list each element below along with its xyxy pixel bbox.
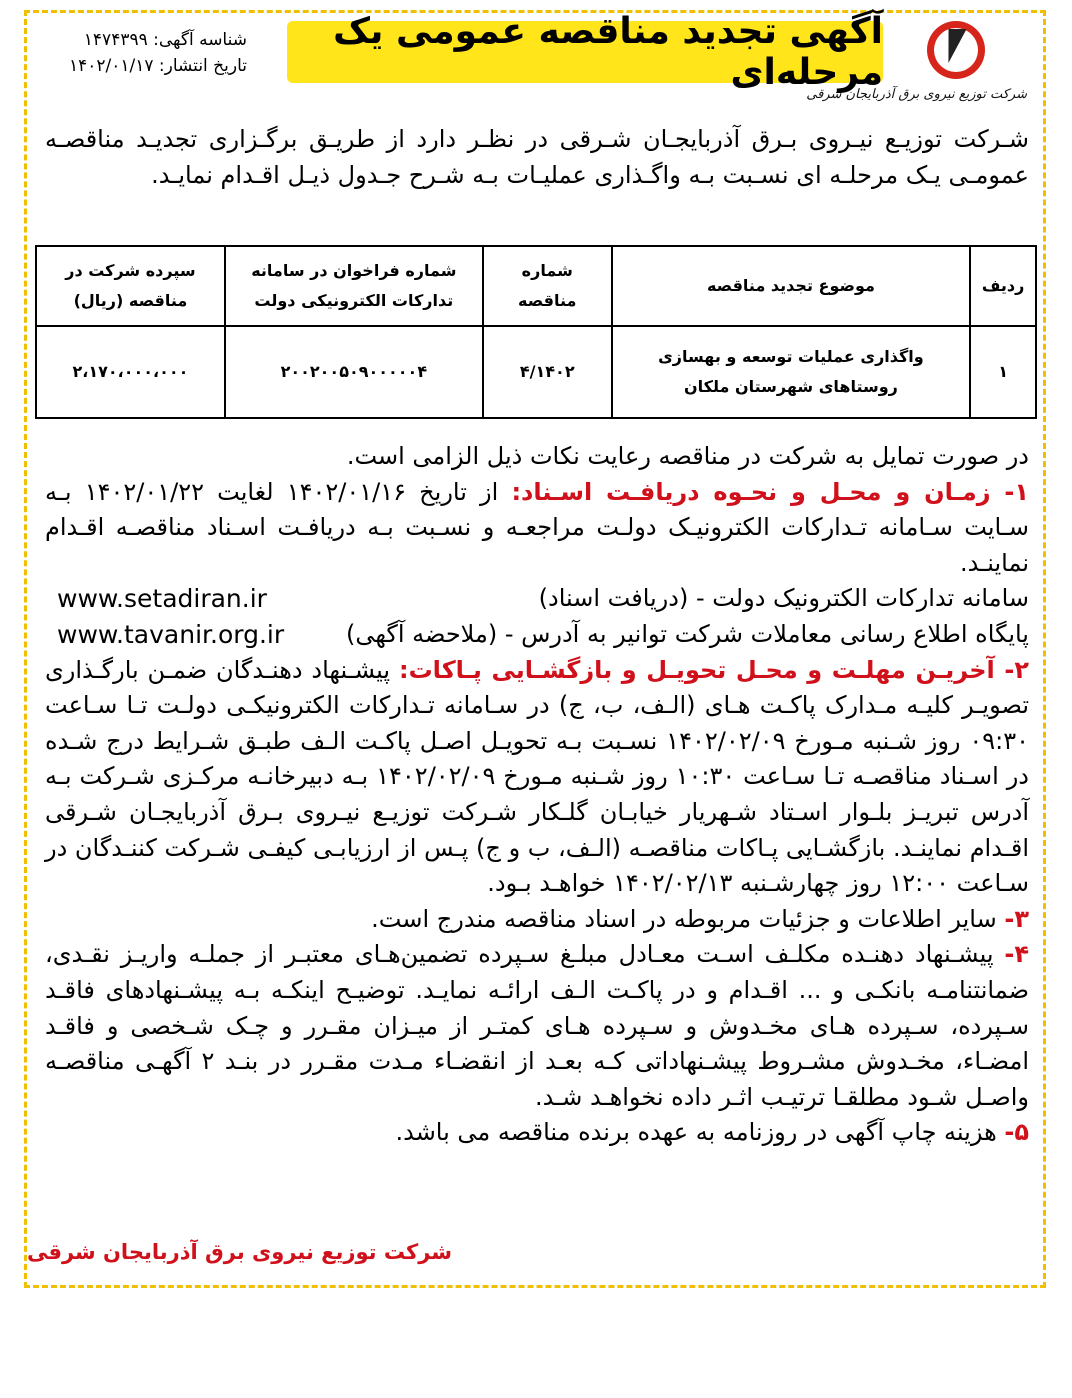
site-1-label: سامانه تدارکات الکترونیک دولت - (دریافت اسناد) [538,584,1029,613]
signature: شرکت توزیع نیروی برق آذربایجان شرقی [26,1240,452,1264]
cell-deposit: ۲،۱۷۰،۰۰۰،۰۰۰ [36,326,225,418]
header-deposit: سپرده شرکت در مناقصه (ریال) [36,246,225,326]
section-2-text: پیشـنهاد دهنـدگان ضمـن بارگـذاری تصویـر کلیـه مـدارک پاکـت هـای (الـف، ب، ج) در سـامانه تـدارکات الکترونیکـی دولـت تـا سـاعت ۰۹:۳۰ روز شـنبه مـورخ ۱۴۰۲/۰۲/۰۹ نسـبت بـه تحویـل اصـل پاکـت الـف طبـق شـرایط درج شـده در اسـناد مناقصـه تـا سـاعت ۱۰:۳۰ روز شـنبه مـورخ ۱۴۰۲/۰۲/۰۹ بـه دبیرخانـه مرکـزی شـرکت بـه آدرس تبریـز بلـوار اسـتاد شـهریار خیابـان گلـکار شـرکت توزیـع نیـروی بـرق آذربایجـان شـرقی اقـدام نماینـد. بازگشـایی پـاکات مناقصـه (الـف، ب و ج) پـس از ارزیابـی کیفـی شـرکت کننـدگان در سـاعت ۱۲:۰۰ روز چهارشـنبه ۱۴۰۲/۰۲/۱۳ خواهـد بـود. [45,655,1029,898]
section-1-heading: ۱- زمـان و محـل و نحـوه دریافـت اسـناد: [511,477,1030,506]
site-2-url[interactable]: www.tavanir.org.ir [57,619,285,649]
cell-call-number: ۲۰۰۲۰۰۵۰۹۰۰۰۰۰۴ [225,326,483,418]
section-5-text: هزینه چاپ آگهی در روزنامه به عهده برنده مناقصه می باشد. [395,1118,997,1147]
table-header-row [36,246,1036,326]
page-title: آگهی تجدید مناقصه عمومی یک مرحله‌ای [287,21,883,83]
company-logo [806,21,1027,125]
section-3-text: سایر اطلاعات و جزئیات مربوطه در اسناد مناقصه مندرج است. [371,904,997,933]
logo-company-name: شرکت توزیع نیروی برق آذربایجان شرقی [806,87,1027,102]
section-3-number: ۳- [1004,904,1029,933]
section-5 [45,1115,1029,1151]
header-subject: موضوع تجدید مناقصه [612,246,971,326]
section-2 [45,653,1029,902]
terms-intro: در صورت تمایل به شرکت در مناقصه رعایت نکات ذیل الزامی است. [346,442,1029,470]
cell-tender-number: ۴/۱۴۰۲ [483,326,612,418]
site-2-label: پایگاه اطلاع رسانی معاملات شرکت توانیر به آدرس - (ملاحضه آگهی) [345,619,1029,648]
section-2-heading: ۲- آخریـن مهلـت و محـل تحویـل و بازگشـایی پـاکات: [398,655,1029,684]
section-1-text: از تاریخ ۱۴۰۲/۰۱/۱۶ لغایت ۱۴۰۲/۰۱/۲۲ بـه سـایت سـامانه تـدارکات الکترونیـک دولـت مراجعـه و نسـبت بـه دریافـت اسـناد مناقصـه اقـدام نماینـد. [45,477,1029,577]
cell-subject: واگذاری عملیات توسعه و بهسازی روستاهای شهرستان ملکان [612,326,971,418]
section-5-number: ۵- [1004,1118,1029,1147]
power-company-logo-icon [927,21,985,79]
header-tender-number: شماره مناقصه [483,246,612,326]
cell-row-number: ۱ [970,326,1036,418]
table-row [36,326,1036,418]
terms-section [45,439,1029,1151]
tender-advertisement [24,10,1046,1288]
section-4-text: پیشـنهاد دهنـده مکلـف اسـت معـادل مبلـغ سـپرده تضمین‌هـای معتبـر از جملـه واریـز نقـدی، ضمانتنامـه بانکـی و ... اقـدام و در پاکـت الـف ارائـه نمایـد. توضیـح اینکـه بـه پیشـنهادهای فاقـد سـپرده، سـپرده هـای مخـدوش و سـپرده هـای کمتـر از میـزان مقـرر و چـک شـخصی و فاقـد امضـاء، مخـدوش مشـروط پیشـنهاداتی کـه بعـد از انقضـاء مـدت مقـرر در بنـد ۲ آگهـی مناقصـه واصـل شـود مطلقـا ترتیـب اثـر داده نخواهـد شـد. [45,940,1029,1111]
section-4-number: ۴- [1004,940,1029,969]
ad-meta [37,27,247,79]
header-row-number: ردیف [970,246,1036,326]
site-1-url[interactable]: www.setadiran.ir [57,584,267,614]
header-call-number: شماره فراخوان در سامانه تدارکات الکترونیکی دولت [225,246,483,326]
section-3 [45,902,1029,938]
publish-date: تاریخ انتشار: ۱۴۰۲/۰۱/۱۷ [68,56,247,76]
intro-paragraph: شـرکت توزیـع نیـروی بـرق آذربایجـان شـرقی در نظـر دارد از طریـق برگـزاری تجدیـد مناقصـه عمومـی یـک مرحلـه ای نسـبت بـه واگـذاری عملیـات بـه شـرح جـدول ذیـل اقـدام نمایـد. [45,125,1029,189]
section-1 [45,475,1029,582]
ad-id: شناسه آگهی: ۱۴۷۴۳۹۹ [83,30,247,50]
site-row-tavanir [45,617,1029,653]
section-4 [45,937,1029,1115]
tender-table [35,245,1037,419]
site-row-setad [45,581,1029,617]
